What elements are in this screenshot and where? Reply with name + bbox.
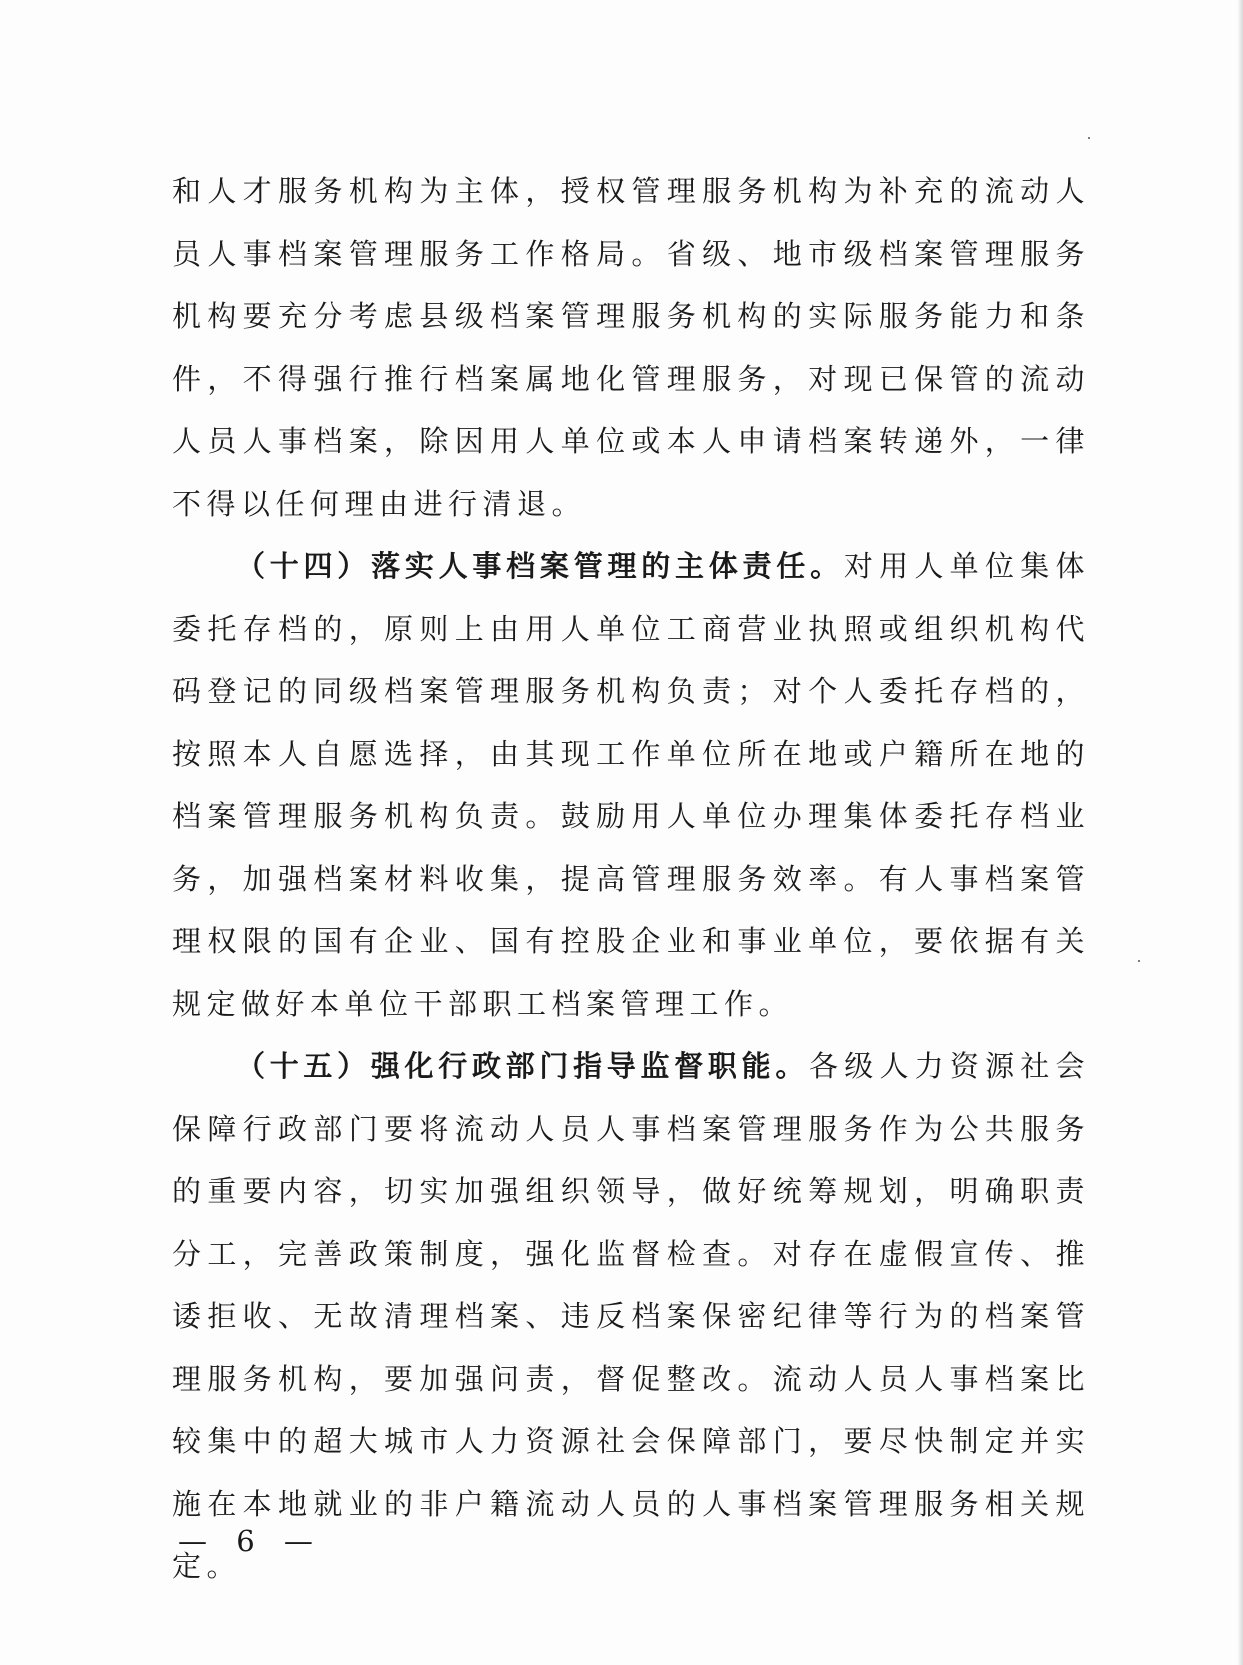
scan-speck xyxy=(1088,137,1090,139)
page-number: — 6 — xyxy=(178,1524,323,1558)
paragraph-text: 对用人单位集体委托存档的，原则上由用人单位工商营业执照或组织机构代码登记的同级档案管理服务机构负责；对个人委托存档的，按照本人自愿选择，由其现工作单位所在地或户籍所在地的档案管理服务机构负责。鼓励用人单位办理集体委托存档业务，加强档案材料收集，提高管理服务效率。有人事档案管理权限的国有企业、国有控股企业和事业单位，要依据有关规定做好本单位干部职工档案管理工作。 xyxy=(172,549,1090,1021)
paragraph-text: 各级人力资源社会保障行政部门要将流动人员人事档案管理服务作为公共服务的重要内容，切实加强组织领导，做好统筹规划，明确职责分工，完善政策制度，强化监督检查。对存在虚假宣传、推诿拒收、无故清理档案、违反档案保密纪律等行为的档案管理服务机构，要加强问责，督促整改。流动人员人事档案比较集中的超大城市人力资源社会保障部门，要尽快制定并实施在本地就业的非户籍流动人员的人事档案管理服务相关规定。 xyxy=(172,1049,1090,1583)
document-body xyxy=(172,160,1090,1598)
paragraph-text: 和人才服务机构为主体，授权管理服务机构为补充的流动人员人事档案管理服务工作格局。省级、地市级档案管理服务机构要充分考虑县级档案管理服务机构的实际服务能力和条件，不得强行推行档案属地化管理服务，对现已保管的流动人员人事档案，除因用人单位或本人申请档案转递外，一律不得以任何理由进行清退。 xyxy=(172,174,1090,521)
paragraph-continuation xyxy=(172,160,1090,535)
page-edge-shadow xyxy=(1237,0,1243,1665)
section-heading: （十五）强化行政部门指导监督职能。 xyxy=(236,1049,810,1083)
paragraph-section-14 xyxy=(172,535,1090,1035)
paragraph-section-15 xyxy=(172,1035,1090,1598)
section-heading: （十四）落实人事档案管理的主体责任。 xyxy=(236,549,844,583)
scan-speck xyxy=(1138,960,1140,962)
